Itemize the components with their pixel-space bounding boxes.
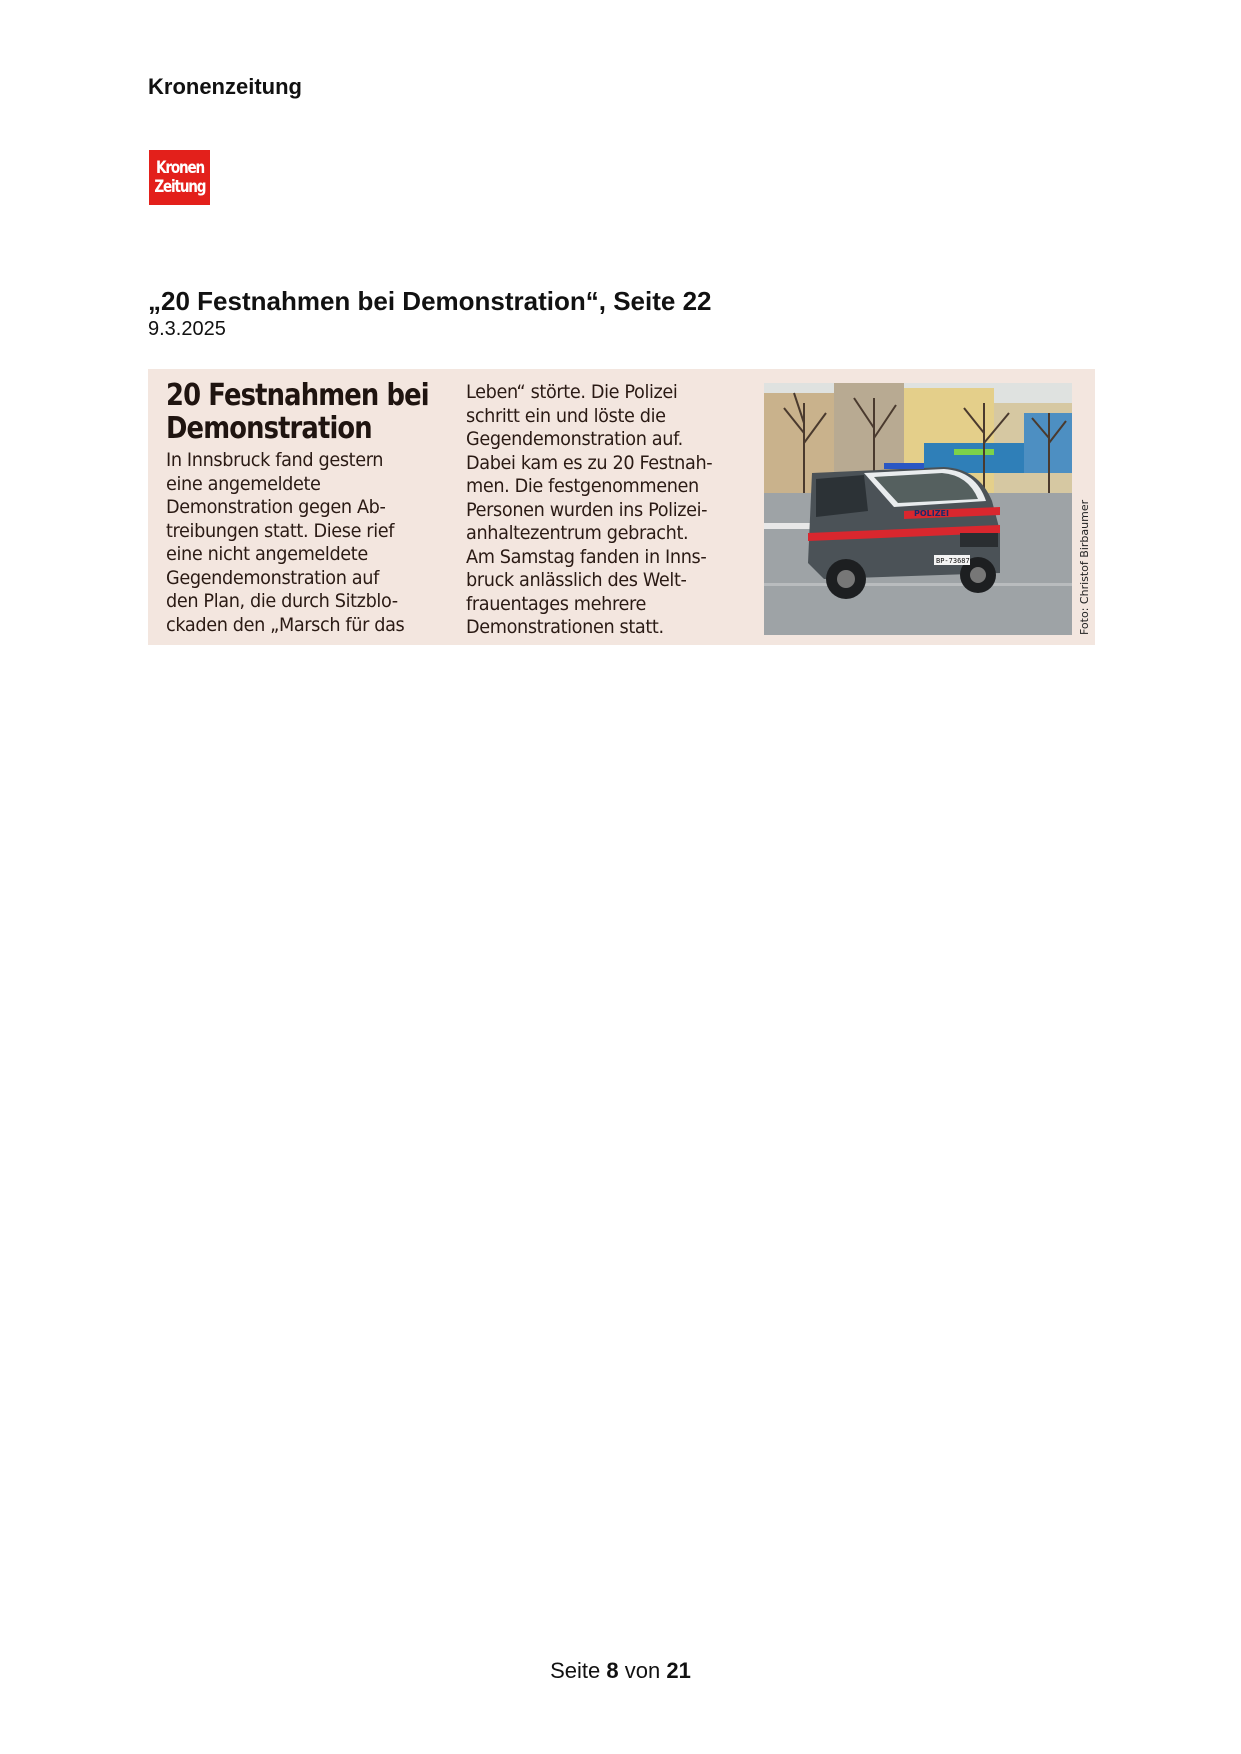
body-line: Am Samstag fanden in Inns- [466, 545, 707, 568]
headline-line: 20 Festnahmen bei [166, 378, 429, 413]
body-line: eine nicht angemeldete [166, 543, 368, 565]
article-headline [166, 379, 441, 445]
body-line: ckaden den „Marsch für das [166, 613, 405, 636]
body-line: anhaltezentrum gebracht. [466, 522, 689, 544]
body-line: Demonstration gegen Ab- [166, 496, 386, 518]
logo-line-2: Zeitung [154, 176, 205, 197]
article-body-col2 [466, 381, 736, 640]
photo-credit: Foto: Christof Birbaumer [1078, 499, 1091, 635]
article-column-1 [166, 379, 446, 637]
body-line: frauentages mehrere [466, 592, 646, 615]
body-line: bruck anlässlich des Welt- [466, 569, 687, 591]
body-line: Personen wurden ins Polizei- [466, 498, 708, 521]
body-line: den Plan, die durch Sitzblo- [166, 590, 398, 612]
body-line: Gegendemonstration auf [166, 566, 379, 589]
body-line: Dabei kam es zu 20 Festnah- [466, 451, 713, 474]
headline-line: Demonstration [166, 411, 372, 446]
logo-line-1: Kronen [155, 157, 204, 178]
article-body-col1 [166, 449, 436, 637]
kronen-zeitung-logo [149, 150, 210, 205]
police-van-illustration [764, 383, 1072, 635]
footer-prefix: Seite [550, 1658, 601, 1683]
page-footer [0, 1658, 1241, 1684]
police-van-photo [764, 383, 1072, 635]
newspaper-clipping [148, 369, 1095, 645]
footer-middle: von [624, 1658, 661, 1683]
body-line: Gegendemonstration auf. [466, 428, 683, 450]
body-line: In Innsbruck fand gestern [166, 449, 384, 471]
body-line: Leben“ störte. Die Polizei [466, 381, 678, 403]
publication-name: Kronenzeitung [148, 74, 302, 99]
svg-text:POLIZEI: POLIZEI [914, 509, 949, 518]
body-line: treibungen statt. Diese rief [166, 519, 395, 542]
current-page-number: 8 [606, 1658, 619, 1683]
body-line: eine angemeldete [166, 472, 321, 495]
body-line: schritt ein und löste die [466, 404, 666, 427]
body-line: men. Die festgenommenen [466, 475, 699, 497]
svg-text:BP-73687: BP-73687 [936, 557, 970, 565]
total-page-count: 21 [666, 1658, 691, 1683]
document-title: „20 Festnahmen bei Demonstration“, Seite 22 [148, 286, 712, 316]
document-date: 9.3.2025 [148, 318, 226, 340]
body-line: Demonstrationen statt. [466, 616, 664, 638]
